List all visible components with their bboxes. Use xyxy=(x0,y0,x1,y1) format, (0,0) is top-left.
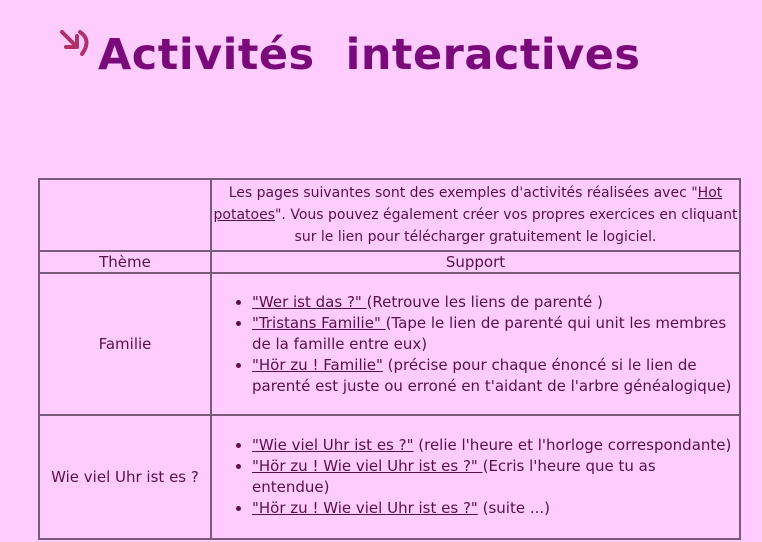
support-cell xyxy=(211,273,740,415)
activity-link[interactable]: "Wer ist das ?" xyxy=(252,292,367,311)
table-row xyxy=(39,273,740,415)
column-header-theme: Thème xyxy=(39,251,211,273)
list-item xyxy=(252,456,733,498)
theme-cell: Wie viel Uhr ist es ? xyxy=(39,415,211,539)
list-item xyxy=(252,435,733,456)
activity-link[interactable]: "Hör zu ! Wie viel Uhr ist es ?" xyxy=(252,499,478,517)
header-row xyxy=(39,251,740,273)
activity-description: (Ecris l'heure que tu as entendue) xyxy=(252,457,656,496)
list-item xyxy=(252,292,733,313)
activity-description: (Retrouve les liens de parenté ) xyxy=(366,292,603,311)
activity-link[interactable]: "Wie viel Uhr ist es ?" xyxy=(252,436,414,454)
intro-text-before: Les pages suivantes sont des exemples d'activités réalisées avec " xyxy=(228,185,698,201)
intro-text xyxy=(211,179,740,251)
page-header xyxy=(58,22,738,92)
activity-link[interactable]: "Tristans Familie" xyxy=(252,313,386,332)
table-row xyxy=(39,415,740,539)
intro-row xyxy=(39,179,740,251)
intro-empty-cell xyxy=(39,179,211,251)
activity-description: (Tape le lien de parenté qui unit les membres de la famille entre eux) xyxy=(252,313,727,353)
arrow-down-right-icon xyxy=(58,28,96,62)
activity-description: (précise pour chaque énoncé si le lien de parenté est juste ou erroné en t'aidant de l'arbre généalogique) xyxy=(252,355,732,395)
activity-list xyxy=(212,288,739,401)
activities-table xyxy=(38,178,741,540)
hot-potatoes-link[interactable]: Hot potatoes xyxy=(213,185,723,223)
column-header-support: Support xyxy=(211,251,740,273)
activity-link[interactable]: "Hör zu ! Wie viel Uhr ist es ?" xyxy=(252,457,483,475)
page-title: Activités interactives xyxy=(98,30,641,80)
support-cell xyxy=(211,415,740,539)
activity-description: (relie l'heure et l'horloge correspondante) xyxy=(413,436,732,454)
intro-text-after: ". Vous pouvez également créer vos propres exercices en cliquant sur le lien pour télécharger gratuitement le logiciel. xyxy=(274,207,738,245)
list-item xyxy=(252,498,733,519)
activity-list xyxy=(212,431,739,523)
list-item xyxy=(252,313,733,355)
theme-cell: Familie xyxy=(39,273,211,415)
activity-description: (suite ...) xyxy=(477,499,550,517)
list-item xyxy=(252,355,733,397)
activity-link[interactable]: "Hör zu ! Familie" xyxy=(252,355,383,374)
